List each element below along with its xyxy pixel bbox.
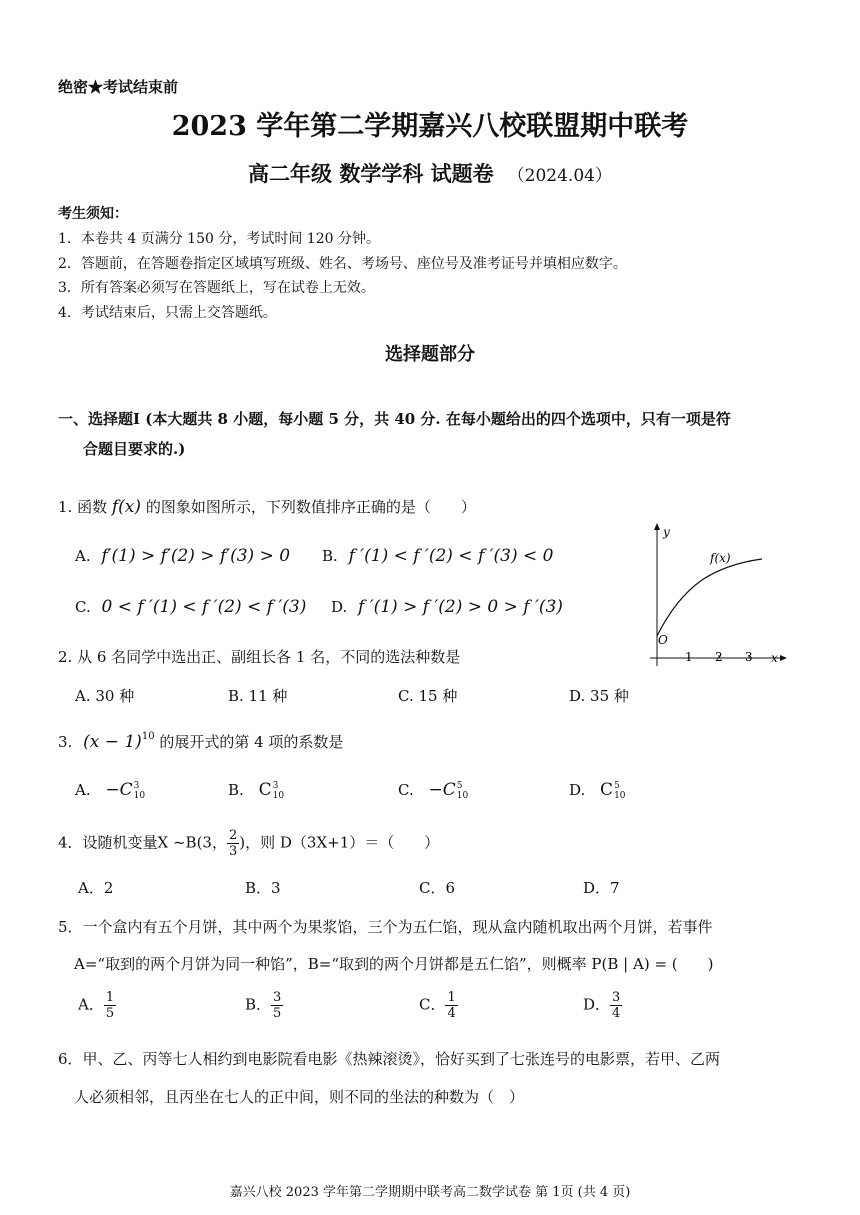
question-3-stem [58,731,343,752]
q3-option-a [75,780,145,801]
option-fraction [271,990,283,1021]
q4-stem-b: )，则 D（3X+1）＝（ ） [239,833,440,852]
option-expr: C [258,780,272,800]
section1-instructions-cont: 合题目要求的.) [83,440,186,458]
q1-option-b [322,546,553,566]
fraction-denominator: 4 [612,1006,621,1021]
origin-label: O [658,633,668,647]
option-label: B. [322,547,338,565]
option-sup: 3 [272,781,279,791]
q5-option-d [583,990,622,1021]
q4-option-b: B．3 [245,879,281,897]
option-fraction [610,990,622,1021]
tick-label: 3 [745,650,753,664]
q2-option-c: C. 15 种 [398,687,458,705]
q3-stem-b: 的展开式的第 4 项的系数是 [159,733,344,751]
q5-option-b [245,990,283,1021]
question-6-stem-cont: 人必须相邻，且丙坐在七人的正中间，则不同的坐法的种数为（ ） [74,1088,525,1106]
function-graph [640,518,790,668]
fraction-denominator: 5 [273,1006,282,1021]
option-expr: 0 < f ′(1) < f ′(2) < f ′(3) [101,597,307,617]
question-6-stem: 6．甲、乙、丙等七人相约到电影院看电影《热辣滚烫》，恰好买到了七张连号的电影票，若甲、乙两 [58,1050,721,1068]
q1-option-d [331,597,563,617]
q5-option-a [78,990,116,1021]
option-label: B． [245,995,272,1014]
option-sub: 10 [614,791,626,801]
q4-option-a: A．2 [78,879,114,897]
q1-option-a [75,546,290,566]
fraction-denominator: 3 [228,844,238,859]
option-expr: C [600,780,614,800]
option-label: C． [419,995,446,1014]
option-expr: −C [428,780,456,800]
x-axis-label: x [771,651,778,665]
exam-title: 2023 学年第二学期嘉兴八校联盟期中联考 [171,111,689,142]
option-sub: 10 [456,791,469,801]
page-footer: 嘉兴八校 2023 学年第二学期期中联考高二数学试卷 第 1页 (共 4 页) [229,1185,631,1200]
x-axis-arrow [780,655,787,661]
fraction-numerator: 1 [105,990,115,1005]
fraction-denominator: 4 [447,1006,456,1021]
q1-function: f(x) [111,497,142,517]
y-axis-arrow [654,523,660,530]
option-label: A. [75,781,91,799]
option-label: A. [75,547,91,565]
tick-label: 1 [685,650,693,664]
question-5-stem-cont: A=“取到的两个月饼为同一种馅”，B=“取到的两个月饼都是五仁馅”，则概率 P(B | A) = ( ) [74,955,714,973]
option-sup: 3 [133,781,140,791]
question-2-stem: 2. 从 6 名同学中选出正、副组长各 1 名，不同的选法种数是 [58,648,461,666]
q5-option-c [419,990,458,1021]
fraction-numerator: 3 [273,990,282,1005]
fraction-numerator: 3 [612,990,621,1005]
q3-option-b [228,780,284,801]
option-fraction [445,990,457,1021]
option-indices [614,781,625,801]
fraction-numerator: 2 [228,828,238,843]
q1-stem-b: 的图象如图所示，下列数值排序正确的是（ ） [145,498,476,516]
q4-option-c: C．6 [419,879,456,897]
y-axis-label: y [663,525,670,539]
tick-label: 2 [715,650,723,664]
option-sub: 10 [272,791,285,801]
question-1-stem [58,496,476,517]
q3-expr: (x − 1) [83,732,142,752]
subtitle-text: 高二年级 数学学科 试题卷 [248,161,494,186]
q3-exponent: 10 [141,731,155,742]
notice-item: 3．所有答案必须写在答题纸上，写在试卷上无效。 [58,280,375,296]
q1-stem-a: 1. 函数 [58,498,108,516]
option-expr: f′(1) > f′(2) > f′(3) > 0 [101,546,291,566]
option-label: D． [583,995,611,1014]
notice-heading: 考生须知： [58,206,128,222]
option-label: C. [75,598,91,616]
q3-option-c [398,780,468,801]
option-sup: 5 [614,781,620,791]
section1-instructions: 一、选择题I (本大题共 8 小题，每小题 5 分，共 40 分. 在每小题给出的四个选项中，只有一项是符 [58,410,731,428]
q4-fraction [227,828,239,859]
notice-item: 2．答题前，在答题卷指定区域填写班级、姓名、考场号、座位号及准考证号并填相应数字。 [58,256,627,272]
confidential-label: 绝密★考试结束前 [58,78,179,96]
q2-option-a: A. 30 种 [75,687,135,705]
question-5-stem: 5．一个盒内有五个月饼，其中两个为果浆馅，三个为五仁馅，现从盒内随机取出两个月饼，若事件 [58,918,713,936]
fraction-denominator: 5 [105,1006,115,1021]
q1-option-c [75,597,306,617]
option-fraction [104,990,116,1021]
exam-subtitle [0,158,860,188]
option-label: D. [569,781,586,799]
option-indices [457,781,468,801]
option-indices [273,781,284,801]
option-expr: −C [105,780,133,800]
option-label: D. [331,598,348,616]
q4-stem-a: 4．设随机变量X ~B(3， [58,833,227,852]
q3-option-d [569,780,626,801]
notice-item: 4．考试结束后，只需上交答题纸。 [58,305,277,321]
option-label: B. [228,781,244,799]
q3-number: 3. [58,733,73,751]
curve-label: f(x) [710,551,731,565]
exam-date: （2024.04） [507,166,612,186]
q2-option-d: D. 35 种 [569,687,629,705]
notice-item: 1．本卷共 4 页满分 150 分，考试时间 120 分钟。 [58,231,380,247]
option-indices [134,781,145,801]
q2-option-b: B. 11 种 [228,687,288,705]
function-curve [657,559,762,636]
section-title: 选择题部分 [385,344,475,365]
option-expr: f ′(1) > f ′(2) > 0 > f ′(3) [358,597,563,617]
option-sup: 5 [456,781,463,791]
question-4-stem [58,828,439,859]
option-expr: f ′(1) < f ′(2) < f ′(3) < 0 [348,546,554,566]
q4-option-d: D．7 [583,879,620,897]
option-label: A． [78,995,104,1014]
option-label: C. [398,781,414,799]
option-sub: 10 [133,791,146,801]
fraction-numerator: 1 [447,990,456,1005]
